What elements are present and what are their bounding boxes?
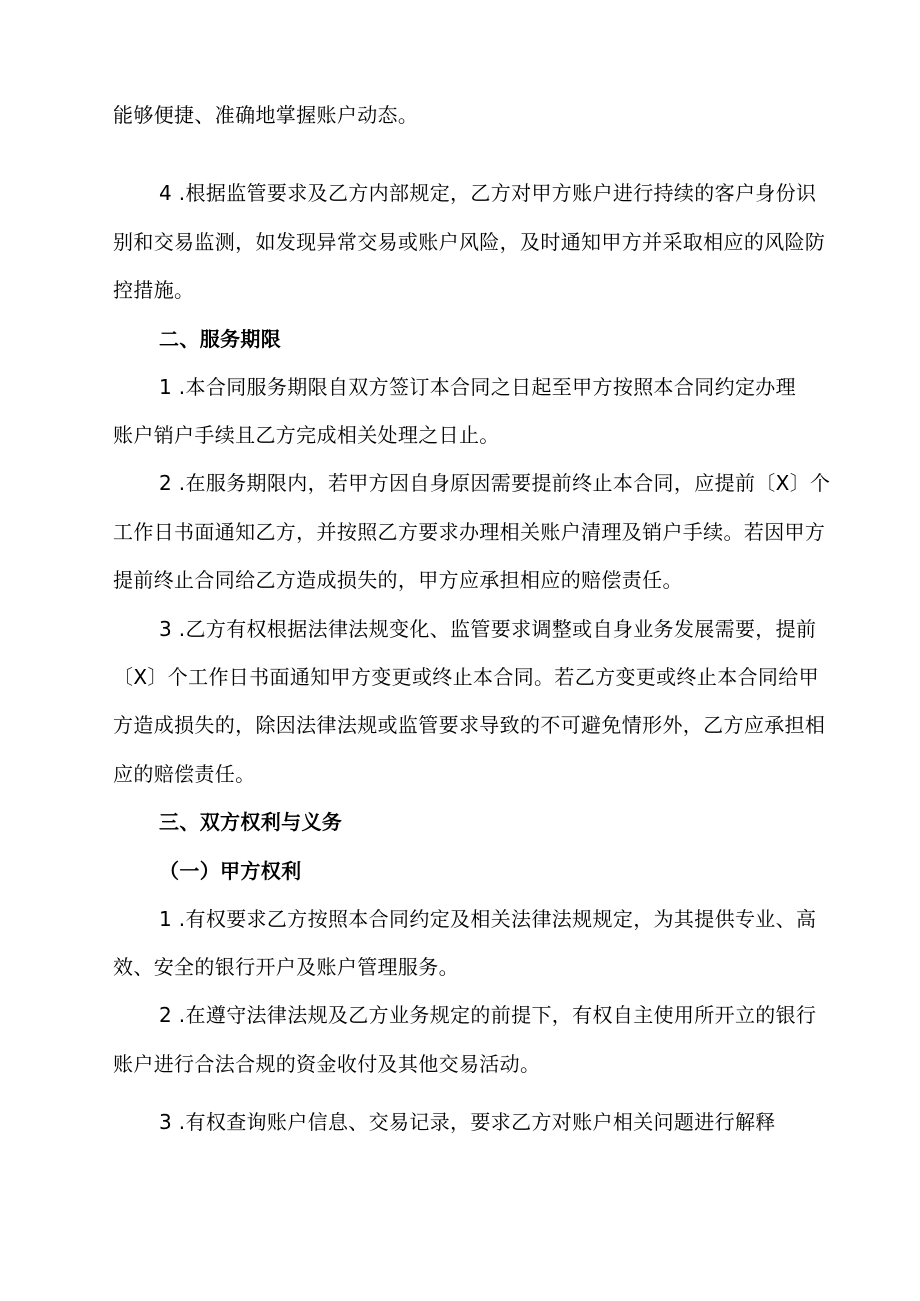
paragraph-line: 3 .乙方有权根据法律法规变化、监管要求调整或自身业务发展需要，提前 bbox=[159, 617, 817, 641]
paragraph-line: 4 .根据监管要求及乙方内部规定，乙方对甲方账户进行持续的客户身份识 bbox=[159, 181, 817, 205]
section-heading: 二、服务期限 bbox=[159, 327, 282, 351]
paragraph-line: 效、安全的银行开户及账户管理服务。 bbox=[113, 955, 459, 979]
paragraph-line: 提前终止合同给乙方造成损失的，甲方应承担相应的赔偿责任。 bbox=[113, 568, 683, 592]
paragraph-line: 账户进行合法合规的资金收付及其他交易活动。 bbox=[113, 1052, 541, 1076]
paragraph-line: 别和交易监测，如发现异常交易或账户风险，及时通知甲方并采取相应的风险防 bbox=[113, 230, 826, 254]
paragraph-line: 〔X〕个工作日书面通知甲方变更或终止本合同。若乙方变更或终止本合同给甲 bbox=[113, 665, 819, 689]
paragraph-line: 2 .在遵守法律法规及乙方业务规定的前提下，有权自主使用所开立的银行 bbox=[159, 1003, 817, 1027]
paragraph-line: 方造成损失的，除因法律法规或监管要求导致的不可避免情形外，乙方应承担相 bbox=[113, 713, 826, 737]
section-heading: 三、双方权利与义务 bbox=[159, 810, 343, 834]
paragraph-line: 1 .有权要求乙方按照本合同约定及相关法律法规规定，为其提供专业、高 bbox=[159, 907, 817, 931]
subsection-heading: （一）甲方权利 bbox=[159, 859, 302, 883]
paragraph-line: 3 .有权查询账户信息、交易记录，要求乙方对账户相关问题进行解释 bbox=[159, 1110, 776, 1134]
paragraph-line: 工作日书面通知乙方，并按照乙方要求办理相关账户清理及销户手续。若因甲方 bbox=[113, 520, 826, 544]
paragraph-line: 2 .在服务期限内，若甲方因自身原因需要提前终止本合同，应提前〔X〕个 bbox=[159, 471, 831, 495]
paragraph-line: 控措施。 bbox=[113, 278, 195, 302]
paragraph-line: 能够便捷、准确地掌握账户动态。 bbox=[113, 103, 419, 127]
paragraph-line: 1 .本合同服务期限自双方签订本合同之日起至甲方按照本合同约定办理 bbox=[159, 375, 796, 399]
paragraph-line: 应的赔偿责任。 bbox=[113, 762, 256, 786]
paragraph-line: 账户销户手续且乙方完成相关处理之日止。 bbox=[113, 423, 500, 447]
